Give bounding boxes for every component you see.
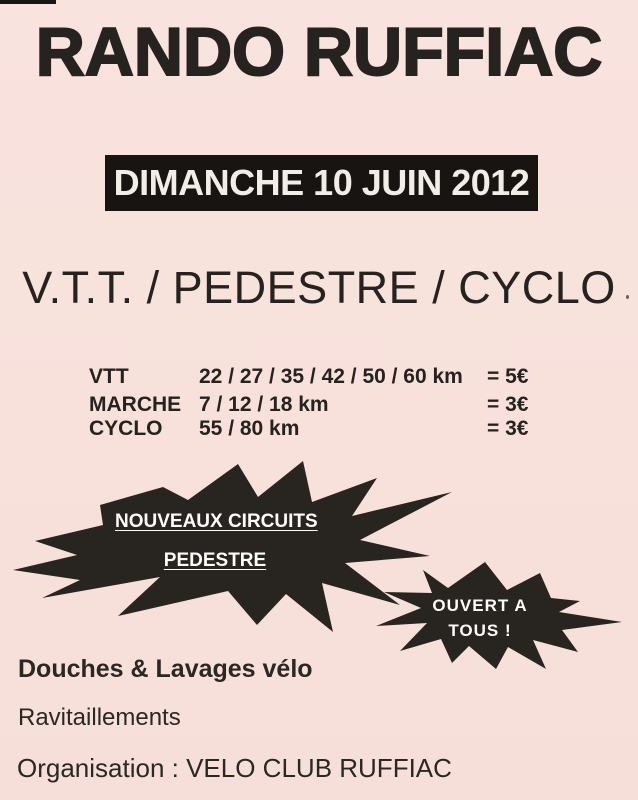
scan-artifact-strip xyxy=(0,0,56,4)
pricing-price: = 3€ xyxy=(487,393,529,416)
pricing-distances: 7 / 12 / 18 km xyxy=(199,393,329,416)
pricing-row-cyclo xyxy=(89,417,549,441)
poster-title: RANDO RUFFIAC xyxy=(35,14,603,90)
footer-showers-line: Douches & Lavages vélo xyxy=(18,655,313,683)
pricing-row-marche xyxy=(89,393,549,417)
footer-refreshments-line: Ravitaillements xyxy=(18,704,181,731)
pricing-price: = 3€ xyxy=(487,417,529,440)
pricing-row-vtt xyxy=(89,365,549,389)
pricing-distances: 22 / 27 / 35 / 42 / 50 / 60 km xyxy=(199,365,463,388)
pricing-label: CYCLO xyxy=(89,417,163,440)
burst-open-line2: TOUS ! xyxy=(448,621,512,640)
burst-open-to-all xyxy=(405,596,555,641)
date-banner-text: DIMANCHE 10 JUIN 2012 xyxy=(113,162,530,203)
date-banner xyxy=(105,155,538,211)
pricing-table xyxy=(89,365,549,445)
pricing-label: MARCHE xyxy=(89,393,182,416)
pricing-price: = 5€ xyxy=(487,365,529,388)
pricing-label: VTT xyxy=(89,365,129,388)
footer-organisation-line: Organisation : VELO CLUB RUFFIAC xyxy=(17,753,452,783)
burst-open-line1: OUVERT A xyxy=(432,596,528,615)
burst-new-circuits-line2: PEDESTRE xyxy=(163,550,267,571)
pricing-distances: 55 / 80 km xyxy=(199,417,300,440)
disciplines-line: V.T.T. / PEDESTRE / CYCLO xyxy=(22,262,616,313)
burst-new-circuits xyxy=(115,511,318,572)
burst-new-circuits-line1: NOUVEAUX CIRCUITS xyxy=(115,511,318,532)
